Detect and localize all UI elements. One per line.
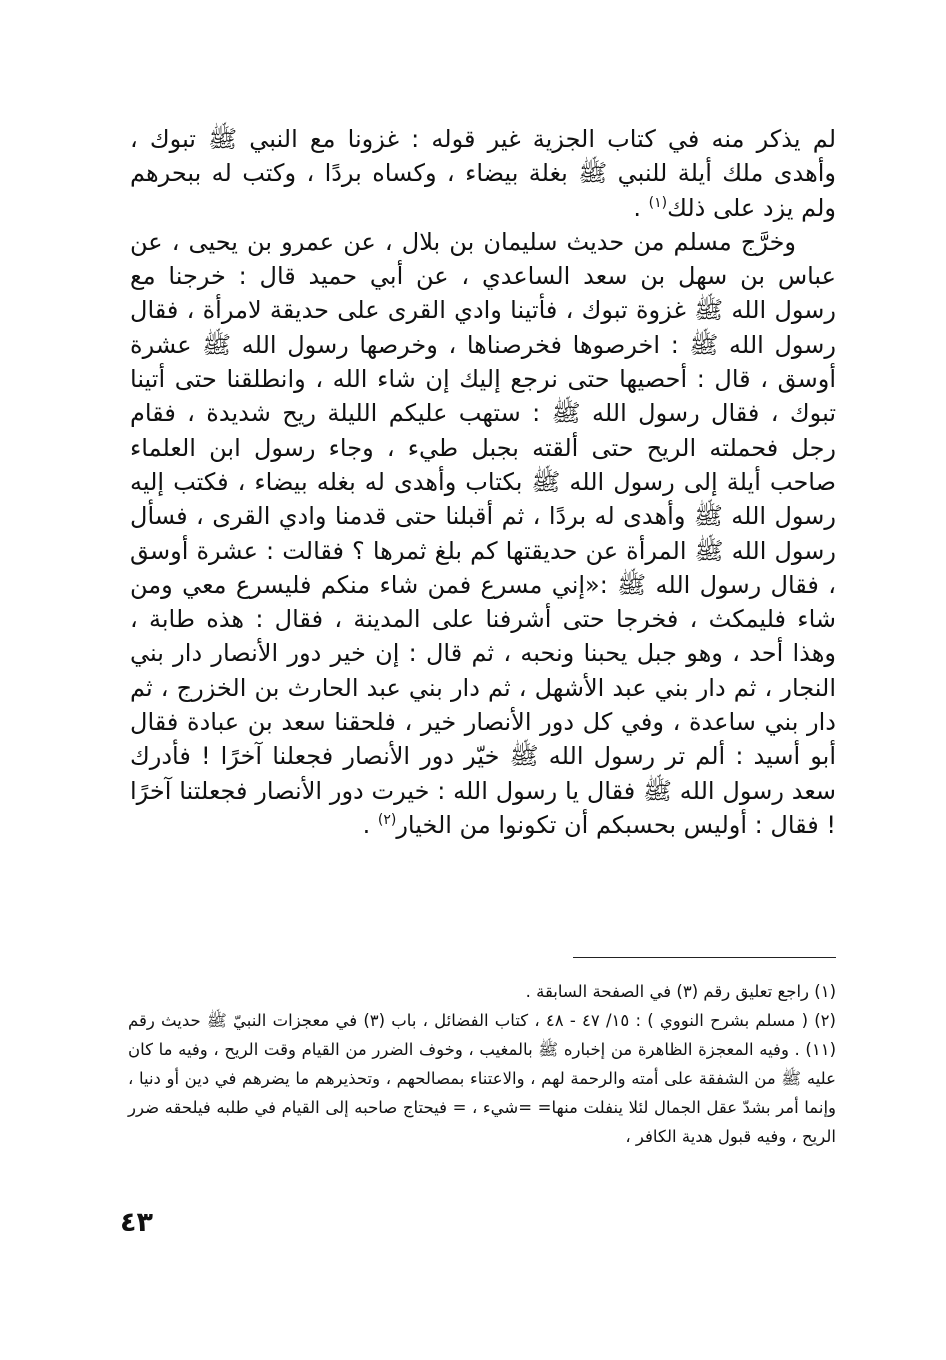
footnote-ref-2[interactable]: (٢): [377, 811, 397, 828]
paragraph-2-text: وخرَّج مسلم من حديث سليمان بن بلال ، عن عمرو بن يحيى ، عن عباس بن سهل بن سعد الساعدي ، عن أبي حميد قال : خرجنا مع رسول الله ﷺ غزوة تبوك ، فأتينا وادي القرى على حديقة لامرأة ، فقال رسول الله ﷺ : اخرصوها فخرصناها ، وخرصها رسول الله ﷺ عشرة أوسق ، قال : أحصيها حتى نرجع إليك إن شاء الله ، وانطلقنا حتى أتينا تبوك ، فقال رسول الله ﷺ : ستهب عليكم الليلة ريح شديدة ، فقام رجل فحملته الريح حتى ألقته بجبل طيء ، وجاء رسول ابن العلماء صاحب أيلة إلى رسول الله ﷺ بكتاب وأهدى له بغله بيضاء ، فكتب إليه رسول الله ﷺ وأهدى له بردًا ، ثم أقبلنا حتى قدمنا وادي القرى ، فسأل رسول الله ﷺ المرأة عن حديقتها كم بلغ ثمرها ؟ فقالت : عشرة أوسق ، فقال رسول الله ﷺ :«إني مسرع فمن شاء منكم فليسرع معي ومن شاء فليمكث ، فخرجا حتى أشرفنا على المدينة ، فقال : هذه طابة ، وهذا أحد ، وهو جبل يحبنا ونحبه ، ثم قال : إن خير دور الأنصار دار بني النجار ، ثم دار بني عبد الأشهل ، ثم دار بني عبد الحارث بن الخزرج ، ثم دار بني ساعدة ، وفي كل دور الأنصار خير ، فلحقنا سعد بن عبادة فقال أبو أسيد : ألم تر رسول الله ﷺ خيّر دور الأنصار فجعلنا آخرًا ! فأدرك سعد رسول الله ﷺ فقال يا رسول الله : خيرت دور الأنصار فجعلتنا آخرًا ! فقال : أوليس بحسبكم أن تكونوا من الخيار: [130, 227, 836, 839]
paragraph-1: [130, 122, 836, 225]
footnote-ref-1[interactable]: (١): [648, 194, 668, 211]
paragraph-2: [130, 225, 836, 842]
main-text: [130, 122, 836, 842]
footnotes: [128, 977, 836, 1151]
paragraph-2-end: .: [362, 810, 378, 839]
footnote-1: (١) راجع تعليق رقم (٣) في الصفحة السابقة .: [525, 982, 836, 1001]
paragraph-1-end: .: [633, 193, 649, 222]
paragraph-1-text: لم يذكر منه في كتاب الجزية غير قوله : غزونا مع النبي ﷺ تبوك ، وأهدى ملك أيلة للنبي ﷺ بغلة بيضاء ، وكساه بردًا ، وكتب له ببحرهم ولم يزد على ذلك: [130, 125, 836, 222]
footnote-divider: [573, 957, 836, 958]
page-number: ٤٣: [120, 1207, 153, 1238]
footnote-2: (٢) ( مسلم بشرح النووي ) : ١٥/ ٤٧ - ٤٨ ، كتاب الفضائل ، باب (٣) في معجزات النبيّ ﷺ حديث رقم (١١) . وفيه المعجزة الظاهرة من إخباره ﷺ بالمغيب ، وخوف الضرر من القيام وقت الريح ، وفيه ما كان عليه ﷺ من الشفقة على أمته والرحمة لهم ، والاعتناء بمصالحهم ، وتحذيرهم ما يضرهم في دين أو دنيا ، وإنما أمر بشدّ عقل الجمال لئلا ينفلت منها= =شيء ، = فيحتاج صاحبه إلى القيام في طلبه فيلحقه ضرر الريح ، وفيه قبول هدية الكافر ،: [128, 1011, 836, 1146]
